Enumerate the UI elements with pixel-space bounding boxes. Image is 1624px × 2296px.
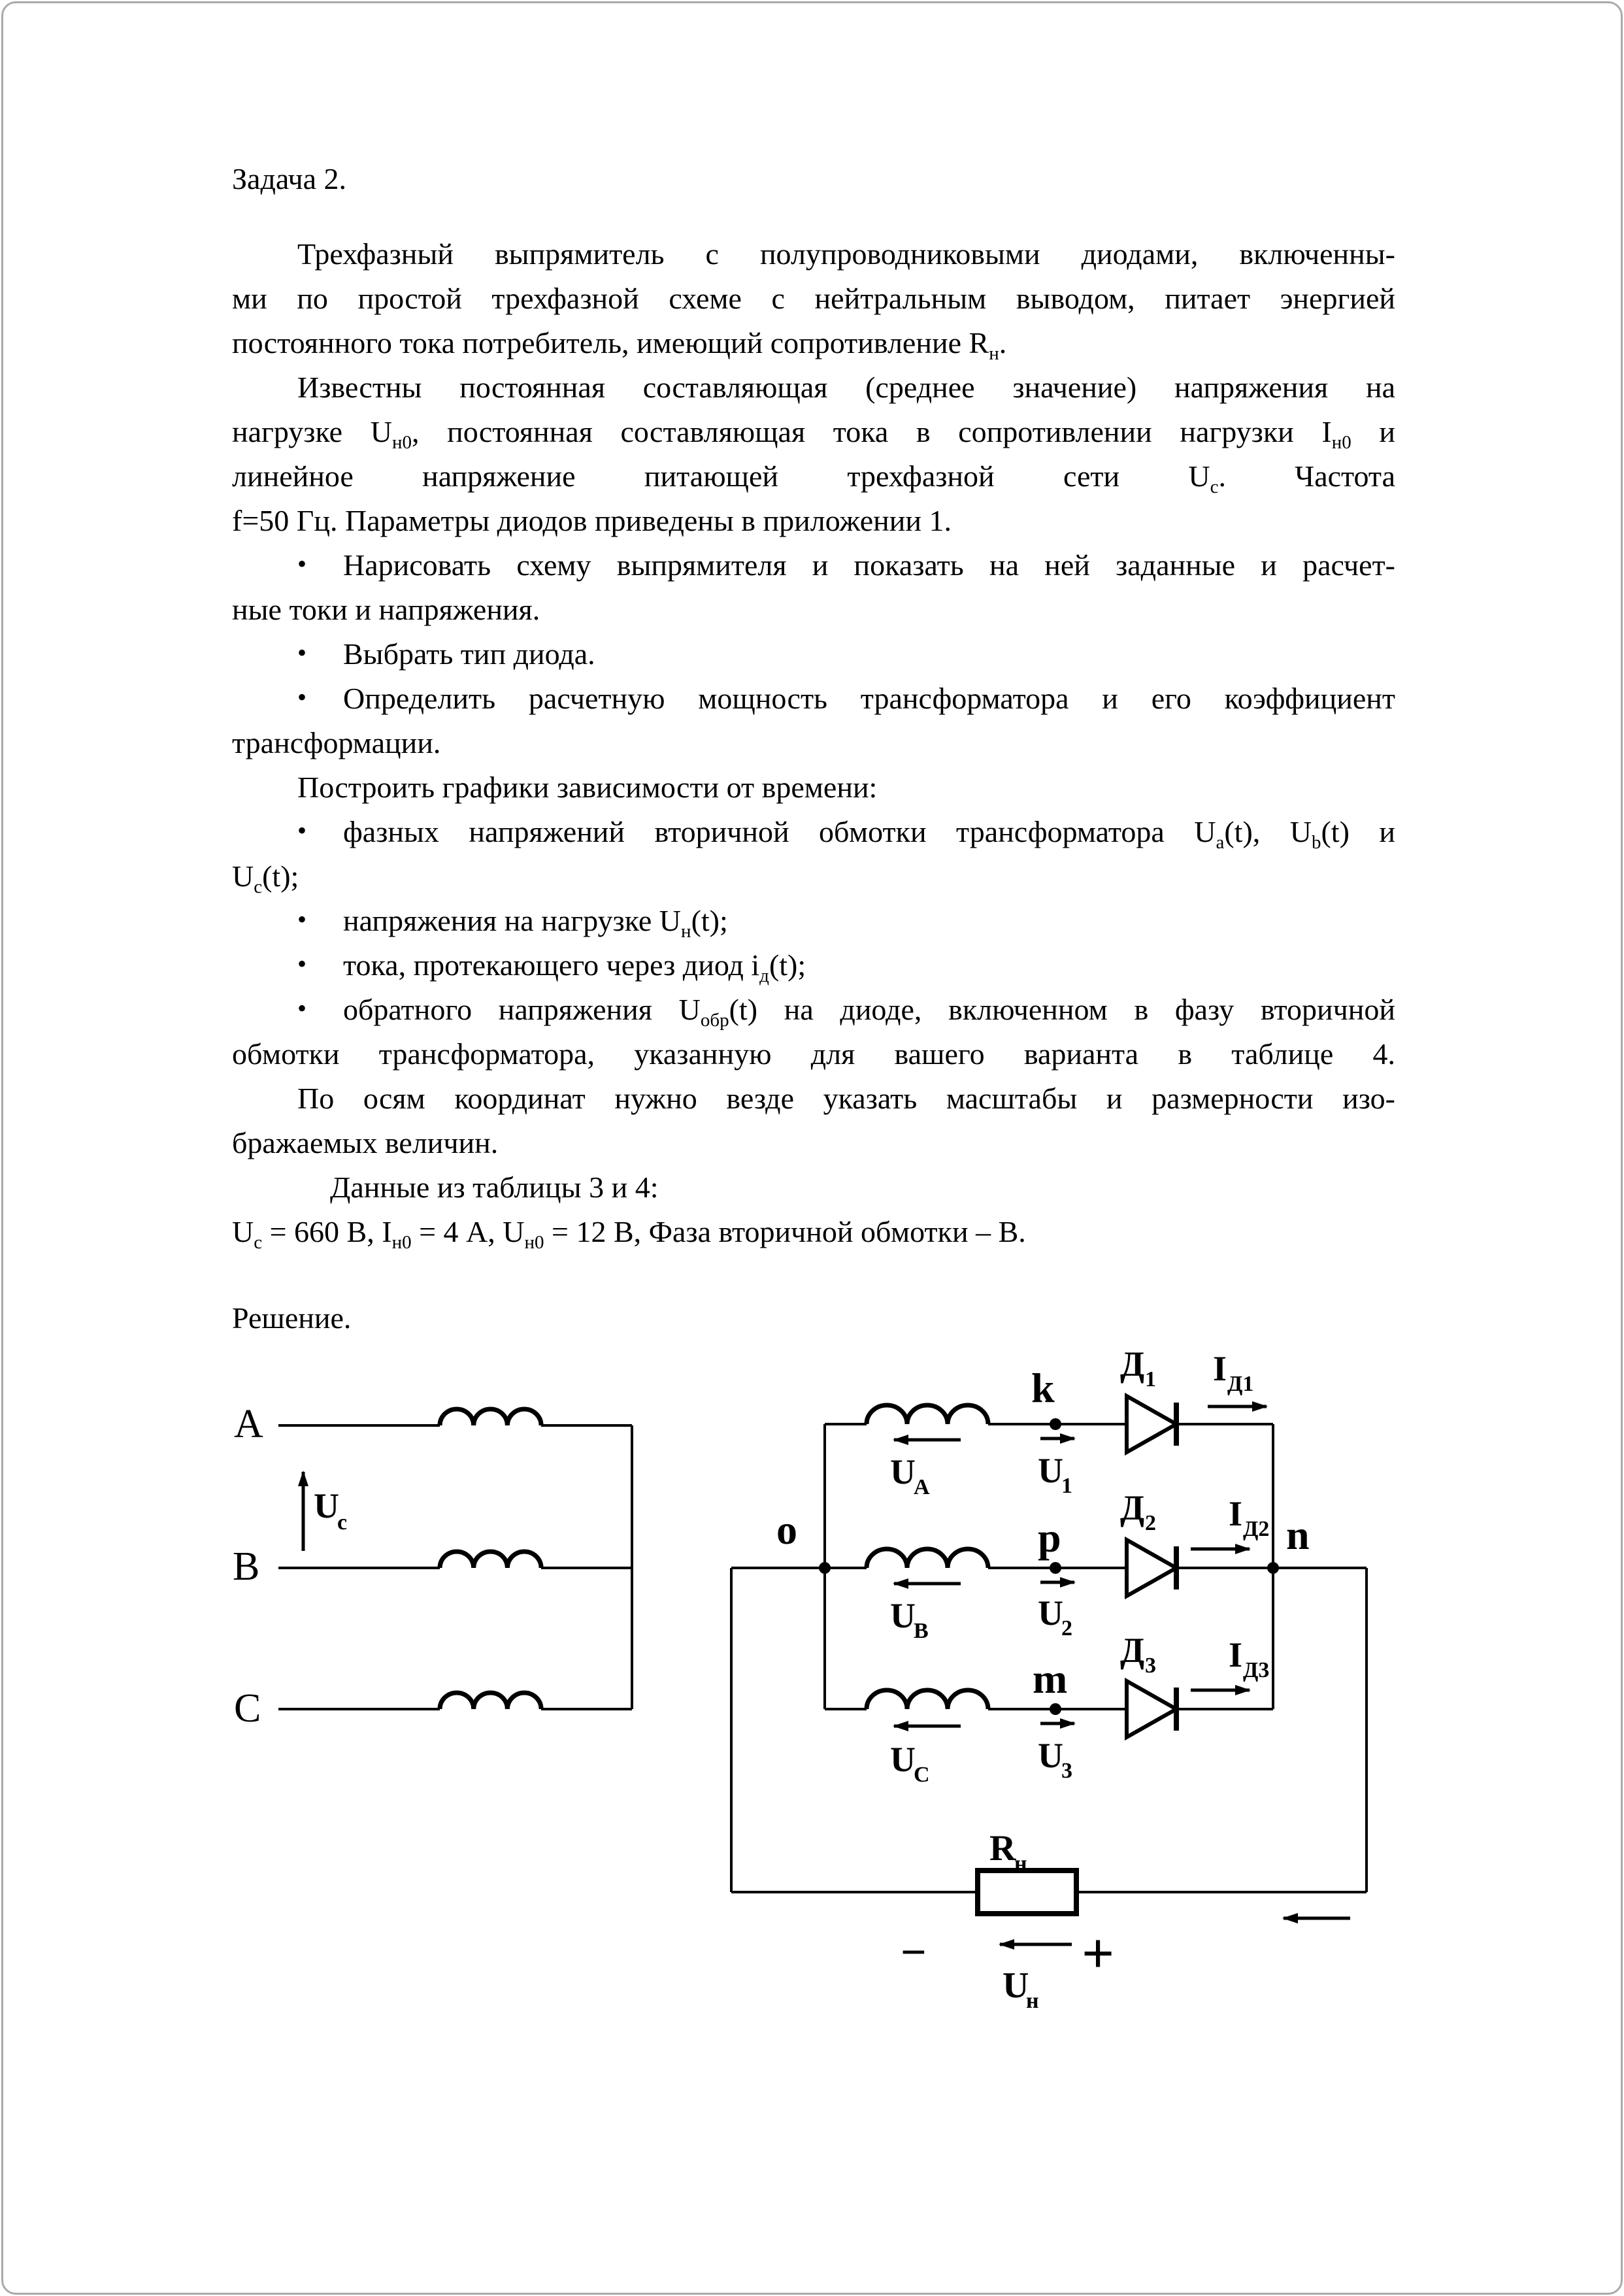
load-loop	[731, 1424, 1367, 2013]
diode-d1-label-sub: 1	[1145, 1367, 1156, 1391]
id2-label: I	[1229, 1494, 1243, 1533]
text-line-content: трансформации.	[232, 726, 441, 759]
un-label-sub: н	[1026, 1989, 1039, 2013]
text-line-content: Определить расчетную мощность трансформатора и его коэффициент	[343, 682, 1395, 715]
text-line-content: напряжения на нагрузке $U_н(t)$;	[343, 904, 728, 942]
node-m-dot	[1050, 1703, 1061, 1715]
neutral-return	[731, 1568, 825, 1892]
text-line-content: бражаемых величин.	[232, 1126, 499, 1159]
id3-label: I	[1229, 1635, 1243, 1674]
text-line-content: обратного напряжения $U_{обр}(t)$ на диоде, включенном в фазу вторичной	[343, 993, 1395, 1031]
node-n-label: n	[1286, 1512, 1310, 1558]
text-line-content: Нарисовать схему выпрямителя и показать на ней заданные и расчет-	[343, 548, 1395, 582]
diode-d1-label: Д	[1120, 1344, 1145, 1384]
diode-d1	[1127, 1396, 1176, 1452]
secondary-coil-a	[867, 1405, 988, 1424]
node-k-label: k	[1031, 1365, 1055, 1411]
bullet-icon: •	[297, 638, 307, 667]
bullet-icon: •	[297, 549, 307, 578]
text-line-content: обмотки трансформатора, указанную для вашего варианта в таблице 4.	[232, 1037, 1395, 1071]
load-resistor-label: R	[989, 1828, 1016, 1869]
primary-coil-b	[440, 1552, 541, 1568]
u3-label-sub: 3	[1061, 1759, 1072, 1783]
terminal-a-label: A	[234, 1402, 263, 1446]
text-line-content: Построить графики зависимости от времени:	[297, 771, 878, 804]
uc-line-voltage-label-sub: c	[337, 1510, 348, 1535]
u1-label: U	[1038, 1451, 1063, 1490]
load-resistor	[978, 1871, 1076, 1914]
text-line-content: ные токи и напряжения.	[232, 593, 540, 626]
diode-d3-label-sub: 3	[1145, 1654, 1156, 1678]
terminal-c-label: C	[234, 1686, 261, 1731]
id1-label-sub: Д1	[1227, 1372, 1254, 1396]
ub-label-sub: B	[914, 1619, 929, 1643]
un-label: U	[1003, 1965, 1029, 2006]
primary-windings	[233, 1402, 632, 1731]
terminal-b-label: B	[233, 1544, 260, 1589]
text-line-content: $U_c(t)$;	[232, 859, 299, 897]
text-line-content: По осям координат нужно везде указать масштабы и размерности изо-	[297, 1082, 1395, 1115]
text-line-content: ми по простой трехфазной схеме с нейтральным выводом, питает энергией	[232, 282, 1395, 315]
ua-label: U	[890, 1452, 916, 1491]
secondary-windings	[776, 1344, 1273, 1787]
text-line-content: Выбрать тип диода.	[343, 637, 595, 671]
secondary-coil-c	[867, 1690, 988, 1709]
load-resistor-label-sub: н	[1014, 1852, 1027, 1876]
text-line-content: Задача 2.	[232, 162, 346, 195]
bullet-icon: •	[297, 905, 307, 934]
id3-label-sub: Д3	[1243, 1658, 1270, 1682]
diode-d2-label-sub: 2	[1145, 1511, 1156, 1535]
minus-sign: −	[901, 1927, 927, 1978]
bullet-icon: •	[297, 816, 307, 845]
uc-line-voltage-label: U	[314, 1486, 339, 1525]
node-p-dot	[1050, 1562, 1061, 1574]
bullet-icon: •	[297, 682, 307, 712]
text-line-content: тока, протекающего через диод $i_д(t)$;	[343, 948, 806, 986]
text-line-content: Данные из таблицы 3 и 4:	[330, 1171, 659, 1204]
positive-rail	[1273, 1568, 1367, 1892]
bullet-icon: •	[297, 949, 307, 978]
text-line-content: Решение.	[232, 1301, 352, 1335]
diode-d2-label: Д	[1120, 1488, 1145, 1527]
u2-label: U	[1038, 1593, 1063, 1633]
diode-d3-label: Д	[1120, 1631, 1145, 1670]
u3-label: U	[1038, 1736, 1063, 1775]
primary-coil-a	[440, 1409, 541, 1425]
u2-label-sub: 2	[1061, 1616, 1072, 1640]
node-o-label: o	[776, 1506, 797, 1553]
text-line-content: $U_c = 660$ В, $I_{н0} = 4$ А, $U_{н0} = 12$ В, Фаза вторичной обмотки – В.	[232, 1215, 1026, 1253]
uc-winding-label: U	[890, 1740, 916, 1779]
plus-sign: +	[1082, 1922, 1115, 1986]
id2-label-sub: Д2	[1243, 1517, 1270, 1541]
ub-label: U	[890, 1596, 916, 1635]
text-line-content: нагрузке $U_{н0}$, постоянная составляющая тока в сопротивлении нагрузки $I_{н0}$ и	[232, 415, 1396, 453]
text-line-content: Трехфазный выпрямитель с полупроводниковыми диодами, включенны-	[297, 237, 1395, 271]
diode-d3	[1127, 1681, 1176, 1737]
uc-winding-label-sub: C	[914, 1763, 930, 1787]
node-k-dot	[1050, 1418, 1061, 1430]
ua-label-sub: A	[914, 1475, 930, 1499]
text-line-content: линейное напряжение питающей трехфазной сети $U_c$. Частота	[232, 459, 1396, 497]
bullet-icon: •	[297, 993, 307, 1023]
text-line-content: постоянного тока потребитель, имеющий сопротивление $R_н$.	[232, 326, 1007, 364]
node-p-label: p	[1038, 1514, 1061, 1561]
text-line-content: f=50 Гц. Параметры диодов приведены в приложении 1.	[232, 504, 952, 537]
text-line-content: фазных напряжений вторичной обмотки трансформатора $U_a(t)$, $U_b(t)$ и	[343, 815, 1395, 853]
diode-d2	[1127, 1540, 1176, 1596]
secondary-coil-b	[867, 1549, 988, 1568]
id1-label: I	[1213, 1349, 1227, 1388]
node-m-label: m	[1033, 1655, 1068, 1702]
primary-coil-c	[440, 1693, 541, 1709]
u1-label-sub: 1	[1061, 1474, 1072, 1498]
text-line-content: Известны постоянная составляющая (среднее значение) напряжения на	[297, 371, 1395, 404]
